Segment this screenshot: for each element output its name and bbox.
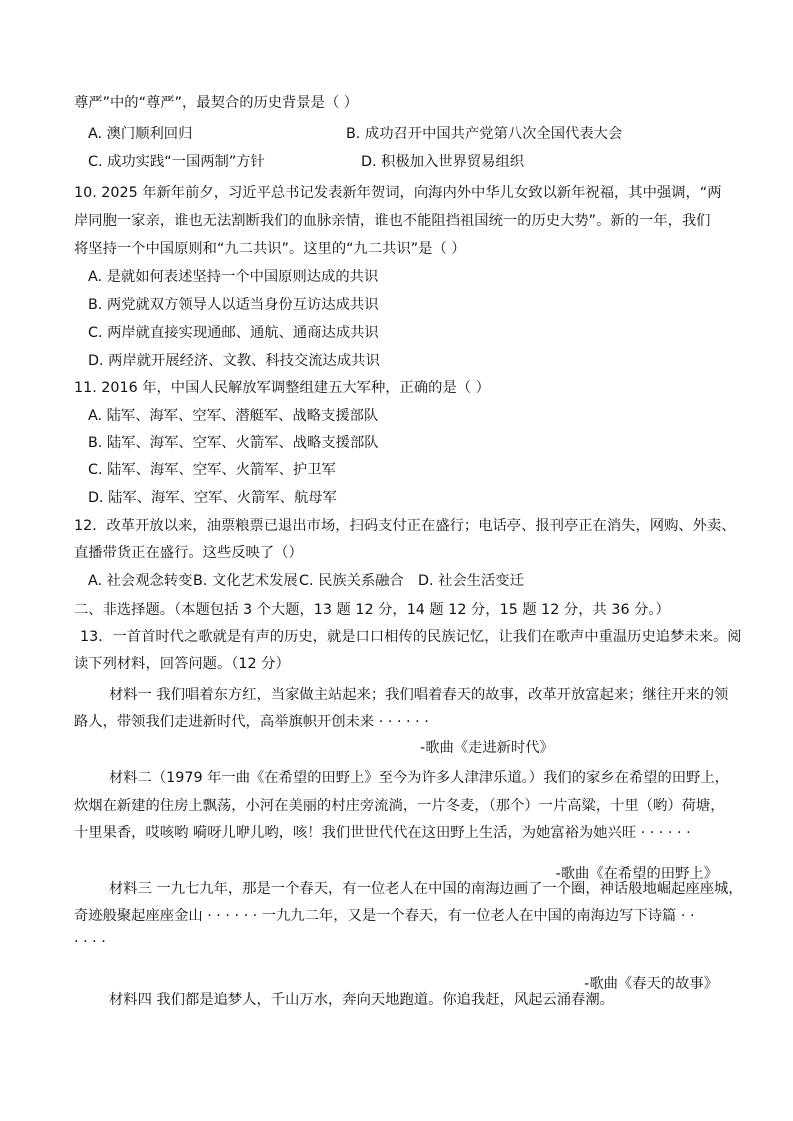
q10-option-b[interactable]: B. 两党就双方领导人以适当身份互访达成共识 bbox=[88, 297, 379, 313]
material2-line1: 材料二（1979 年一曲《在希望的田野上》至今为许多人津津乐道。）我们的家乡在希望的田野上， bbox=[109, 770, 729, 786]
q9-option-d[interactable]: D. 积极加入世界贸易组织 bbox=[361, 154, 525, 170]
q12-stem-line1: 12．改革开放以来，油票粮票已退出市场，扫码支付正在盛行；电话亭、报刊亭正在消失，网购、外卖、 bbox=[74, 518, 736, 534]
material3-source: -歌曲《春天的故事》 bbox=[584, 976, 718, 993]
q10-stem-line3: 将坚持一个中国原则和“九二共识”。这里的“九二共识”是（ ） bbox=[74, 241, 466, 257]
q10-option-d[interactable]: D. 两岸就开展经济、文教、科技交流达成共识 bbox=[88, 353, 380, 369]
section-heading: 二、非选择题。（本题包括 3 个大题，13 题 12 分，14 题 12 分，15 题 12 分，共 36 分。） bbox=[74, 602, 670, 618]
material1-source: -歌曲《走进新时代》 bbox=[420, 740, 554, 756]
q12-stem-line2: 直播带货正在盛行。这些反映了（） bbox=[74, 545, 303, 561]
material1-line1: 材料一 我们唱着东方红，当家做主站起来；我们唱着春天的故事，改革开放富起来；继往开来的领 bbox=[109, 687, 729, 703]
q9-stem: 尊严”中的“尊严”，最契合的历史背景是（ ） bbox=[74, 95, 359, 111]
q9-option-c[interactable]: C. 成功实践“一国两制”方针 bbox=[88, 154, 265, 170]
q11-option-d[interactable]: D. 陆军、海军、空军、火箭军、航母军 bbox=[88, 490, 337, 506]
q10-stem-line2: 岸同胞一家亲，谁也无法割断我们的血脉亲情，谁也不能阻挡祖国统一的历史大势”。新的一年，我们 bbox=[74, 213, 711, 229]
q13-stem-line2: 读下列材料，回答问题。（12 分） bbox=[74, 656, 290, 672]
q12-option-a[interactable]: A. 社会观念转变 bbox=[88, 573, 193, 589]
material4-line1: 材料四 我们都是追梦人，千山万水，奔向天地跑道。你追我赶，风起云涌春潮。 bbox=[109, 992, 614, 1008]
material1-line2: 路人，带领我们走进新时代，高举旗帜开创未来 · · · · · · bbox=[74, 714, 429, 730]
material2-line2: 炊烟在新建的住房上飘荡，小河在美丽的村庄旁流淌，一片冬麦，（那个）一片高粱，十里（哟）荷塘， bbox=[74, 798, 725, 814]
q12-option-d[interactable]: D. 社会生活变迁 bbox=[418, 573, 524, 589]
q11-option-c[interactable]: C. 陆军、海军、空军、火箭军、护卫军 bbox=[88, 462, 336, 478]
q10-option-c[interactable]: C. 两岸就直接实现通邮、通航、通商达成共识 bbox=[88, 325, 379, 341]
material3-line2: 奇迹般聚起座座金山 · · · · · · 一九九二年，又是一个春天，有一位老人在中国的南海边写下诗篇 · · bbox=[74, 908, 695, 924]
material3-line3: · · · · bbox=[74, 934, 106, 950]
q12-option-c[interactable]: C. 民族关系融合 bbox=[299, 573, 404, 589]
q11-option-a[interactable]: A. 陆军、海军、空军、潜艇军、战略支援部队 bbox=[88, 408, 379, 424]
q9-option-a[interactable]: A. 澳门顺利回归 bbox=[88, 126, 193, 142]
q10-option-a[interactable]: A. 是就如何表述坚持一个中国原则达成的共识 bbox=[88, 269, 379, 285]
q12-option-b[interactable]: B. 文化艺术发展 bbox=[193, 573, 298, 589]
q11-stem: 11. 2016 年，中国人民解放军调整组建五大军种，正确的是（ ） bbox=[74, 380, 490, 396]
q9-option-b[interactable]: B. 成功召开中国共产党第八次全国代表大会 bbox=[346, 126, 623, 142]
material2-source: -歌曲《在希望的田野上》 bbox=[555, 866, 718, 883]
q13-stem-line1: 13．一首首时代之歌就是有声的历史，就是口口相传的民族记忆，让我们在歌声中重温历史追梦未来。阅 bbox=[80, 629, 742, 645]
material2-line3: 十里果香，哎咳哟 嗬呀儿咿儿哟，咳！我们世世代代在这田野上生活，为她富裕为她兴旺 · · · · · · bbox=[74, 825, 691, 841]
q10-stem-line1: 10. 2025 年新年前夕，习近平总书记发表新年贺词，向海内外中华儿女致以新年祝福，其中强调，“两 bbox=[74, 185, 722, 201]
material3-line1: 材料三 一九七九年，那是一个春天，有一位老人在中国的南海边画了一个圈，神话般地崛起座座城， bbox=[109, 881, 743, 897]
q11-option-b[interactable]: B. 陆军、海军、空军、火箭军、战略支援部队 bbox=[88, 435, 379, 451]
